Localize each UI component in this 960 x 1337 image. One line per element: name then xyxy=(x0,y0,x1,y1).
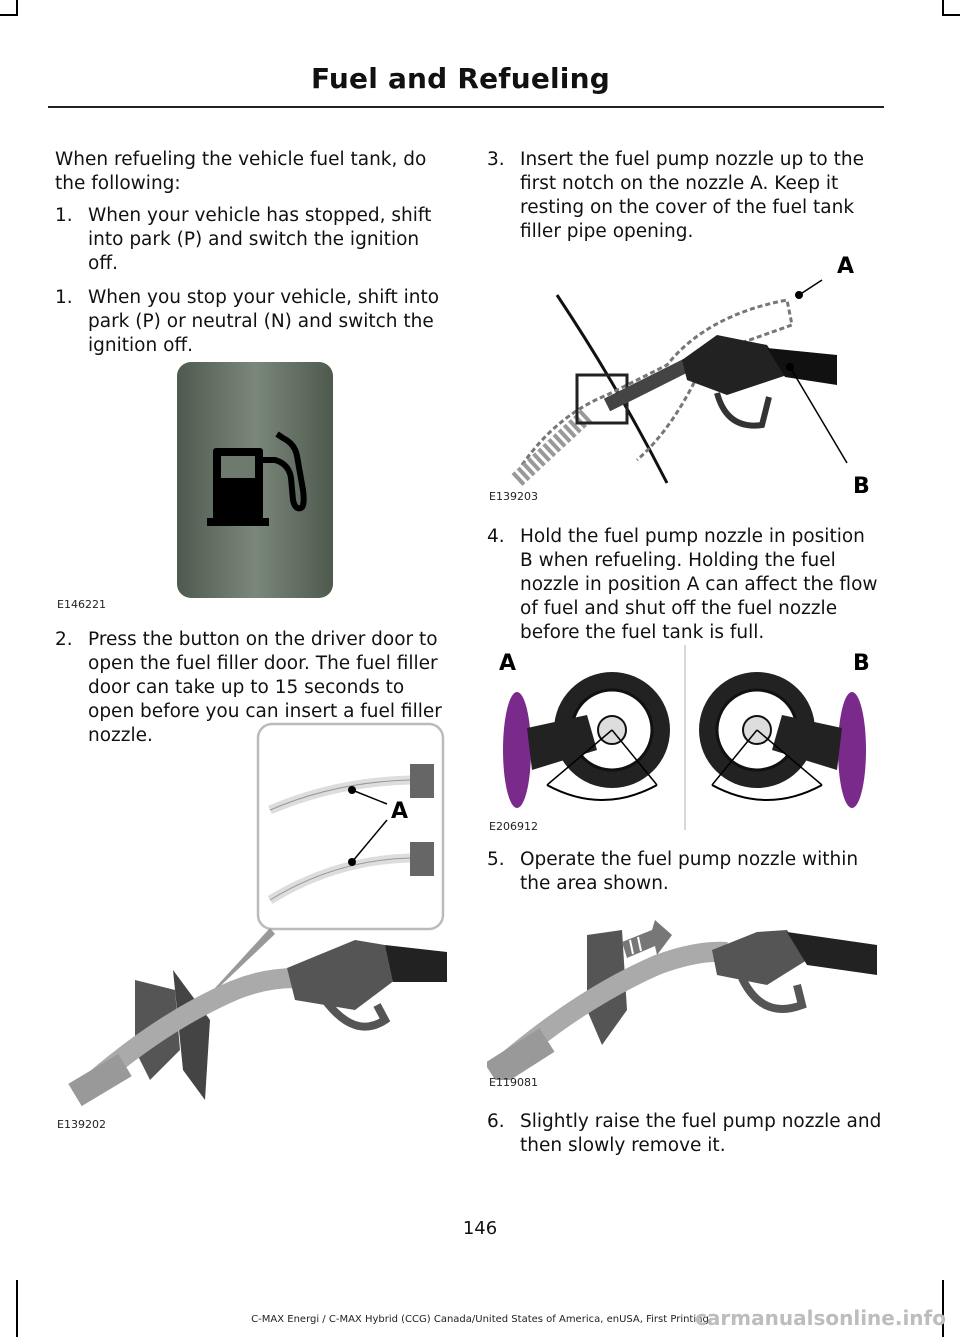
step-number: 5. xyxy=(487,849,505,870)
callout-label-b: B xyxy=(853,474,870,499)
callout-label-b: B xyxy=(853,651,870,676)
step-item xyxy=(487,1110,882,1158)
step-number: 4. xyxy=(487,526,505,547)
step-text: Operate the fuel pump nozzle within the area shown. xyxy=(520,849,859,894)
crop-mark xyxy=(942,0,944,16)
crop-mark xyxy=(942,14,960,16)
right-column-step5 xyxy=(487,848,882,906)
page-title: Fuel and Refueling xyxy=(310,62,610,95)
left-column xyxy=(55,148,450,368)
footer-text: C-MAX Energi / C-MAX Hybrid (CCG) Canada/United States of America, enUSA, First Printing xyxy=(251,1314,709,1325)
right-column-step4 xyxy=(487,525,882,655)
page-number: 146 xyxy=(462,1218,498,1239)
figure-code: E119081 xyxy=(489,1076,538,1089)
callout-label-a: A xyxy=(499,651,517,676)
intro-text: When refueling the vehicle fuel tank, do the following: xyxy=(55,149,427,194)
figure-code: E146221 xyxy=(57,598,106,611)
figure-nozzle-insert xyxy=(55,720,450,1130)
step-item xyxy=(487,148,882,244)
step-number: 6. xyxy=(487,1111,505,1132)
watermark: carmanualsonline.info xyxy=(695,1306,946,1330)
step-number: 1. xyxy=(55,287,73,308)
figure-code: E139202 xyxy=(57,1118,106,1131)
step-text: Press the button on the driver door to open the fuel filler door. The fuel filler door can take up to 15 seconds to open before you can insert a fuel filler nozzle. xyxy=(88,629,442,746)
right-column-step3 xyxy=(487,148,882,254)
step-number: 1. xyxy=(55,205,73,226)
right-column-step6 xyxy=(487,1110,882,1168)
callout-label-a: A xyxy=(391,799,409,824)
step-item xyxy=(487,525,882,645)
figure-fuel-indicator xyxy=(175,360,335,600)
step-item xyxy=(487,848,882,896)
step-item xyxy=(55,286,450,358)
crop-mark xyxy=(16,1280,18,1337)
step-item xyxy=(55,204,450,276)
step-text: When you stop your vehicle, shift into park (P) or neutral (N) and switch the ignition off. xyxy=(88,287,440,356)
step-text: Hold the fuel pump nozzle in position B when refueling. Holding the fuel nozzle in position A can affect the flow of fuel and shut off the fuel nozzle before the fuel tank is full. xyxy=(520,526,878,643)
step-number: 3. xyxy=(487,149,505,170)
callout-label-a: A xyxy=(837,254,855,279)
figure-nozzle-ab xyxy=(487,640,882,835)
step-text: Insert the fuel pump nozzle up to the first notch on the nozzle A. Keep it resting on the cover of the fuel tank filler pipe opening. xyxy=(520,149,864,242)
step-text: Slightly raise the fuel pump nozzle and then slowly remove it. xyxy=(520,1111,882,1156)
crop-mark xyxy=(16,0,18,16)
step-text: When your vehicle has stopped, shift into park (P) and switch the ignition off. xyxy=(88,205,432,274)
figure-nozzle-area xyxy=(487,910,882,1080)
figure-code: E206912 xyxy=(489,820,538,833)
figure-nozzle-position xyxy=(487,245,882,500)
header-divider xyxy=(48,106,884,108)
figure-code: E139203 xyxy=(489,490,538,503)
step-number: 2. xyxy=(55,629,73,650)
